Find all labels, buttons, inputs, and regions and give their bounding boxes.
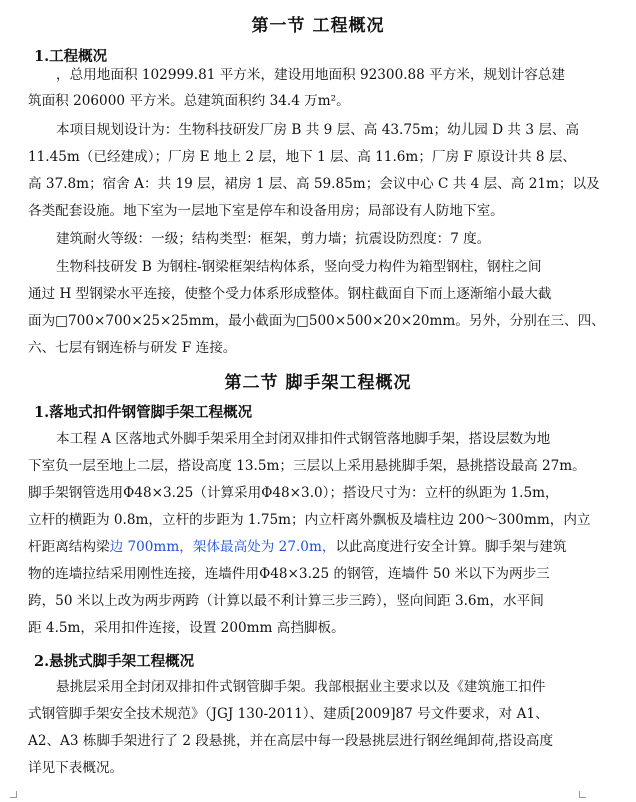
paragraph-text: 以此高度进行安全计算。脚手架与建筑 <box>335 539 567 555</box>
paragraph-line: 筑面积 206000 平方米。总建筑面积约 34.4 万m²。 <box>28 93 350 109</box>
highlighted-text: 边 700mm，架体最高处为 27.0m， <box>109 539 336 555</box>
paragraph-line: ，总用地面积 102999.81 平方米，建设用地面积 92300.88 平方米，规划计容总建 <box>56 67 566 83</box>
paragraph-line: 建筑耐火等级：一级；结构类型：框架，剪力墙；抗震设防烈度：7 度。 <box>56 231 491 247</box>
paragraph-line: 本工程 A 区落地式外脚手架采用全封闭双排扣件式钢管落地脚手架，搭设层数为地 <box>56 431 551 447</box>
paragraph-line: 下室负一层至地上二层，搭设高度 13.5m；三层以上采用悬挑脚手架，悬挑搭设最高 27m。 <box>28 458 586 474</box>
paragraph-line: 本项目规划设计为：生物科技研发厂房 B 共 9 层、高 43.75m；幼儿园 D 共 3 层、高 <box>56 122 580 138</box>
paragraph-line: 脚手架钢管选用Φ48×3.25（计算采用Φ48×3.0）；搭设尺寸为：立杆的纵距为 1.5m， <box>28 485 559 501</box>
paragraph-line: 通过 H 型钢梁水平连接，使整个受力体系形成整体。钢柱截面自下而上逐渐缩小最大截 <box>28 286 552 302</box>
paragraph-text: 杆距离结构梁 <box>28 539 110 555</box>
paragraph-line: 生物科技研发 B 为钢柱-钢梁框架结构体系，竖向受力构件为箱型钢柱，钢柱之间 <box>56 259 542 275</box>
paragraph-line: A2、A3 栋脚手架进行了 2 段悬挑，并在高层中每一段悬挑层进行钢丝绳卸荷,搭设高度 <box>28 733 554 749</box>
paragraph-line: 11.45m（已经建成）；厂房 E 地上 2 层，地下 1 层、高 11.6m；厂房 F 原设计共 8 层、 <box>28 149 577 165</box>
paragraph-line: 高 37.8m；宿舍 A：共 19 层，裙房 1 层、高 59.85m；会议中心 C 共 4 层、高 21m；以及 <box>28 176 600 192</box>
paragraph-line: 六、七层有钢连桥与研发 F 连接。 <box>28 340 237 356</box>
paragraph-line: 各类配套设施。地下室为一层地下室是停车和设备用房；局部设有人防地下室。 <box>28 203 504 219</box>
paragraph-line <box>28 537 610 557</box>
paragraph-line: 面为□700×700×25×25mm，最小截面为□500×500×20×20mm。另外，分别在三、四、 <box>28 313 605 329</box>
section2-subtitle-1: 1.落地式扣件钢管脚手架工程概况 <box>34 404 253 421</box>
paragraph-line: 立杆的横距为 0.8m，立杆的步距为 1.75m；内立杆离外飘板及墙柱边 200～300mm，内立 <box>28 512 591 528</box>
page-corner-mark <box>579 791 586 798</box>
paragraph-line: 式钢管脚手架安全技术规范》（JGJ 130-2011）、建质[2009]87 号文件要求，对 A1、 <box>28 706 549 722</box>
paragraph-line: 跨，50 米以上改为两步两跨（计算以最不利计算三步三跨），竖向间距 3.6m，水平间 <box>28 593 544 609</box>
paragraph-line: 距 4.5m，采用扣件连接，设置 200mm 高挡脚板。 <box>28 620 345 636</box>
paragraph-line: 详见下表概况。 <box>28 760 124 776</box>
page-corner-mark <box>10 791 17 798</box>
section2-subtitle-2: 2.悬挑式脚手架工程概况 <box>34 653 195 670</box>
section1-subtitle: 1.工程概况 <box>34 48 108 65</box>
paragraph-line: 物的连墙拉结采用刚性连接，连墙件用Φ48×3.25 的钢管，连墙件 50 米以下为两步三 <box>28 566 550 582</box>
section1-title: 第一节 工程概况 <box>251 16 385 36</box>
paragraph-line: 悬挑层采用全封闭双排扣件式钢管脚手架。我部根据业主要求以及《建筑施工扣件 <box>56 679 546 695</box>
section2-title: 第二节 脚手架工程概况 <box>224 373 412 393</box>
